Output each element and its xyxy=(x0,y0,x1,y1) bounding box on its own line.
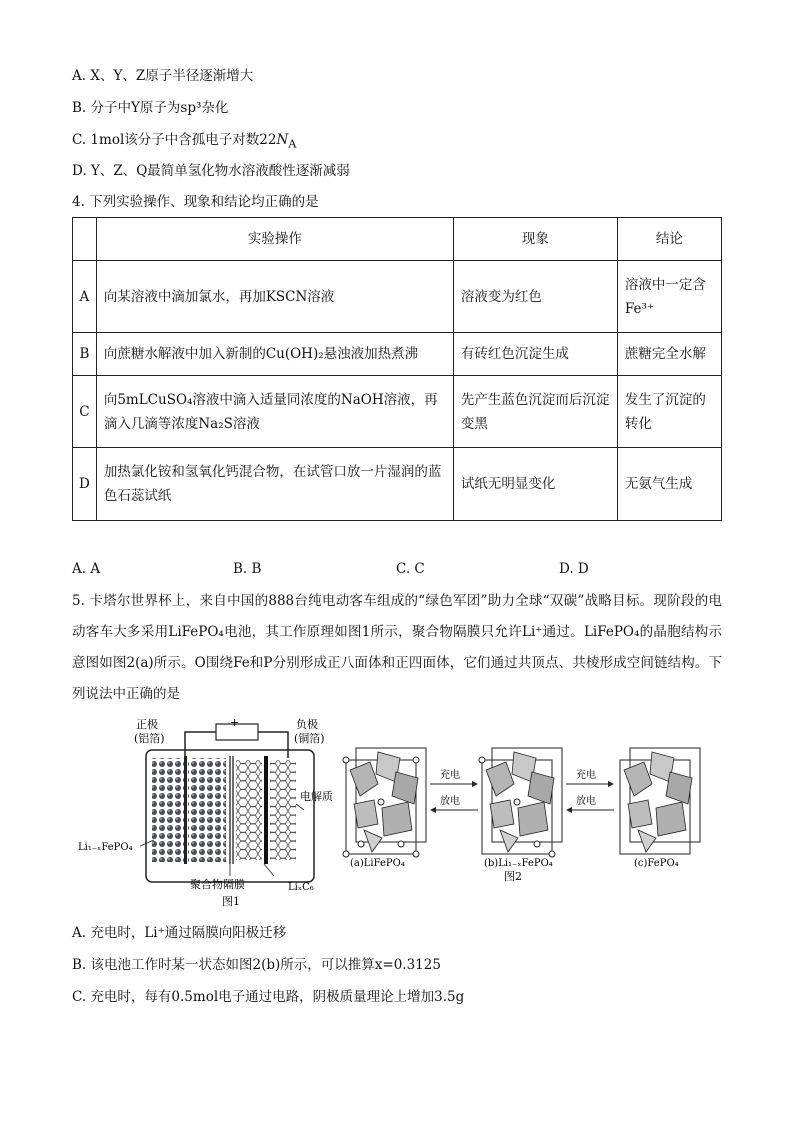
li-atom xyxy=(479,757,485,763)
avogadro-subscript: A xyxy=(288,137,297,151)
table-row xyxy=(73,448,722,521)
crystal-cell-c xyxy=(620,748,700,869)
row-conclusion: 蔗糖完全水解 xyxy=(617,333,721,376)
octahedron xyxy=(490,800,514,828)
figure-2-crystals xyxy=(343,748,700,883)
row-label: B xyxy=(73,333,97,376)
q3-option-c xyxy=(72,130,296,155)
cathode-material-label: Li₁₋ₓFePO₄ xyxy=(78,842,133,853)
row-conclusion: 发生了沉淀的转化 xyxy=(617,376,721,448)
row-phenomenon: 先产生蓝色沉淀而后沉淀变黑 xyxy=(453,376,617,448)
avogadro-symbol: N xyxy=(276,132,289,148)
octahedron xyxy=(518,802,548,836)
row-label: A xyxy=(73,261,97,333)
octahedron xyxy=(656,802,686,836)
table-row xyxy=(73,261,722,333)
row-phenomenon: 有砖红色沉淀生成 xyxy=(453,333,617,376)
row-operation: 向蔗糖水解液中加入新制的Cu(OH)₂悬浊液加热煮沸 xyxy=(96,333,453,376)
q5-stem: 5. 卡塔尔世界杯上，来自中国的888台纯电动客车组成的“绿色军团”助力全球“双碳”战略目标。现阶段的电动客车大多采用LiFePO₄电池，其工作原理如图1所示，聚合物隔膜只允许Li⁺通过。LiFePO₄的晶胞结构示意图如图2(a)所示。O围绕Fe和P分别形成正八面体和正四面体，它们通过共顶点、共棱形成空间链结构。下列说法中正确的是 xyxy=(72,593,722,702)
li-atom xyxy=(413,757,419,763)
row-phenomenon: 试纸无明显变化 xyxy=(453,448,617,521)
cathode-material xyxy=(152,758,184,862)
row-operation: 向5mLCuSO₄溶液中滴入适量同浓度的NaOH溶液，再滴入几滴等浓度Na₂S溶液 xyxy=(96,376,453,448)
tetrahedron xyxy=(638,830,656,852)
negative-electrode-sub: (铜箔) xyxy=(294,732,325,745)
charge-label: 充电 xyxy=(440,770,460,781)
octahedron xyxy=(486,762,514,796)
li-atom xyxy=(413,851,419,857)
plus-sign: + xyxy=(230,716,240,729)
tetrahedron xyxy=(364,830,382,852)
cell-b-label: (b)Li₁₋ₓFePO₄ xyxy=(484,858,553,869)
cell-a-label: (a)LiFePO₄ xyxy=(350,858,405,869)
row-operation: 向某溶液中滴加氯水，再加KSCN溶液 xyxy=(96,261,453,333)
anode-leader xyxy=(264,864,274,876)
li-atom xyxy=(514,799,520,805)
octahedron xyxy=(628,800,652,828)
table-row xyxy=(73,333,722,376)
q4-choices xyxy=(72,561,722,581)
row-label: C xyxy=(73,376,97,448)
table-corner xyxy=(73,218,97,261)
anode-material-label: LiₓC₆ xyxy=(288,882,314,893)
figure-1-battery xyxy=(78,716,333,908)
charge-label: 充电 xyxy=(576,770,596,781)
octahedron xyxy=(666,772,692,804)
cathode-leader xyxy=(140,840,154,846)
octahedron xyxy=(354,800,378,828)
crystal-cell-b xyxy=(479,748,562,883)
arrows-bc xyxy=(566,768,614,813)
discharge-label: 放电 xyxy=(576,796,596,807)
q4-stem: 4. 下列实验操作、现象和结论均正确的是 xyxy=(72,194,319,210)
figure-2-caption: 图2 xyxy=(504,870,522,883)
q4-choice-c: C. C xyxy=(396,561,425,577)
q3-option-b: B. 分子中Y原子为sp³杂化 xyxy=(72,100,229,116)
negative-electrode-label: 负极 xyxy=(296,718,318,731)
header-operation: 实验操作 xyxy=(96,218,453,261)
table-row xyxy=(73,376,722,448)
li-atom xyxy=(343,757,349,763)
table-header-row xyxy=(73,218,722,261)
octahedron xyxy=(382,802,412,836)
li-atom xyxy=(549,851,555,857)
row-operation: 加热氯化铵和氢氧化钙混合物，在试管口放一片湿润的蓝色石蕊试纸 xyxy=(96,448,453,521)
row-conclusion: 溶液中一定含Fe³⁺ xyxy=(617,261,721,333)
octahedron xyxy=(350,762,378,796)
li-atom xyxy=(343,851,349,857)
octahedron xyxy=(392,772,418,804)
octahedron xyxy=(624,762,652,796)
figures xyxy=(78,712,718,910)
li-atom xyxy=(398,841,404,847)
li-atom xyxy=(534,841,540,847)
q5-option-b: B. 该电池工作时某一状态如图2(b)所示，可以推算x=0.3125 xyxy=(72,957,441,973)
q3-option-a: A. X、Y、Z原子半径逐渐增大 xyxy=(72,68,254,84)
cathode-material-2 xyxy=(188,758,226,862)
positive-electrode-sub: (铝箔) xyxy=(134,732,165,745)
q5-option-a: A. 充电时，Li⁺通过隔膜向阳极迁移 xyxy=(72,925,287,941)
electrolyte-leader xyxy=(296,804,304,810)
q4-choice-d: D. D xyxy=(559,561,589,577)
header-phenomenon: 现象 xyxy=(453,218,617,261)
discharge-label: 放电 xyxy=(440,796,460,807)
figure-1-caption: 图1 xyxy=(222,895,240,908)
octahedron xyxy=(528,772,554,804)
discharge-arrowhead xyxy=(430,807,436,813)
electrolyte-label: 电解质 xyxy=(300,790,333,803)
discharge-arrowhead xyxy=(566,807,572,813)
q3-option-c-text: C. 1mol该分子中含孤电子对数22 xyxy=(72,132,277,148)
charge-arrowhead xyxy=(472,781,478,787)
graphite-layer xyxy=(236,760,262,860)
copper-foil xyxy=(264,756,268,864)
row-conclusion: 无氨气生成 xyxy=(617,448,721,521)
q4-choice-a: A. A xyxy=(72,561,101,577)
li-atom xyxy=(378,799,384,805)
graphite-layer-2 xyxy=(270,760,296,860)
li-atom xyxy=(358,841,364,847)
experiment-table xyxy=(72,217,722,521)
charge-arrowhead xyxy=(608,781,614,787)
row-phenomenon: 溶液变为红色 xyxy=(453,261,617,333)
aluminum-foil xyxy=(184,756,187,864)
tetrahedron xyxy=(500,830,518,852)
arrows-ab xyxy=(430,768,478,813)
q4-choice-b: B. B xyxy=(233,561,262,577)
header-conclusion: 结论 xyxy=(617,218,721,261)
positive-electrode-label: 正极 xyxy=(136,718,158,731)
cell-c-label: (c)FePO₄ xyxy=(634,858,679,869)
q5-option-c: C. 充电时，每有0.5mol电子通过电路，阴极质量理论上增加3.5g xyxy=(72,989,465,1005)
separator-label: 聚合物隔膜 xyxy=(190,878,245,891)
row-label: D xyxy=(73,448,97,521)
q3-option-d: D. Y、Z、Q最简单氢化物水溶液酸性逐渐减弱 xyxy=(72,163,350,179)
crystal-cell-a xyxy=(343,748,426,869)
